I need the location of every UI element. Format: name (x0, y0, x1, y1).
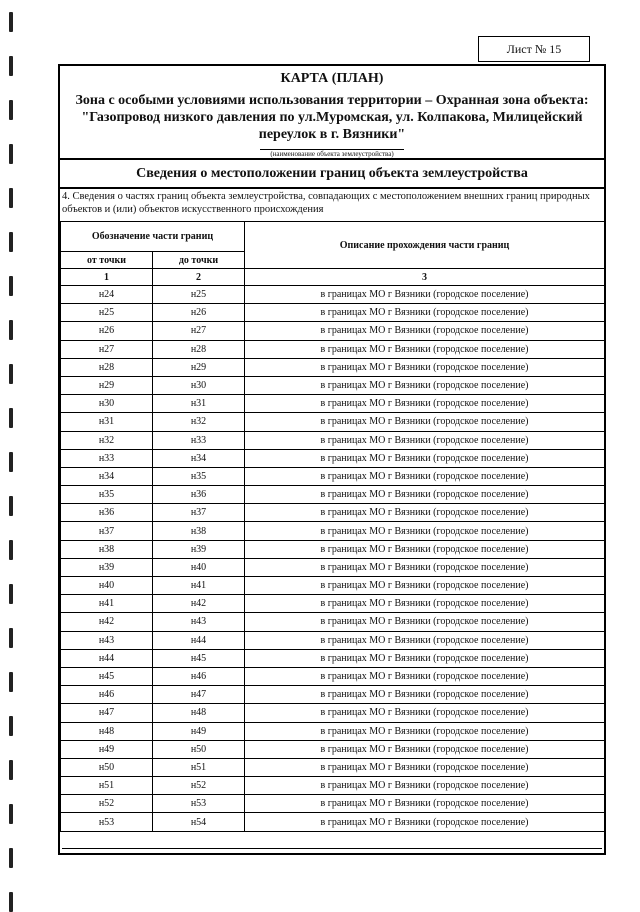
binding-mark (9, 320, 13, 340)
to-point-cell: н47 (153, 686, 245, 704)
description-cell: в границах МО г Вязники (городское поселение) (245, 395, 605, 413)
table-row (61, 322, 605, 340)
binding-mark (9, 892, 13, 912)
table-row (61, 740, 605, 758)
to-point-cell: н40 (153, 558, 245, 576)
description-cell: в границах МО г Вязники (городское поселение) (245, 631, 605, 649)
from-point-cell: н32 (61, 431, 153, 449)
to-point-cell: н43 (153, 613, 245, 631)
zone-title: Зона с особыми условиями использования территории – Охранная зона объекта: "Газопровод низкого давления по ул.Муромская, ул. Колпакова, Милицейский переулок в г. Вязники" (75, 93, 589, 142)
description-cell: в границах МО г Вязники (городское поселение) (245, 704, 605, 722)
binding-mark (9, 672, 13, 692)
binding-mark (9, 848, 13, 868)
binding-mark (9, 364, 13, 384)
table-row (61, 595, 605, 613)
to-point-cell: н51 (153, 758, 245, 776)
from-point-cell: н51 (61, 777, 153, 795)
column-number-3: 3 (245, 269, 605, 286)
from-point-cell: н44 (61, 649, 153, 667)
binding-holes (6, 0, 18, 905)
from-point-cell: н28 (61, 358, 153, 376)
table-row (61, 522, 605, 540)
description-cell: в границах МО г Вязники (городское поселение) (245, 613, 605, 631)
table-row (61, 704, 605, 722)
from-point-cell: н31 (61, 413, 153, 431)
description-header: Описание прохождения части границ (245, 222, 605, 269)
from-point-cell: н30 (61, 395, 153, 413)
table-row (61, 286, 605, 304)
to-point-cell: н25 (153, 286, 245, 304)
description-cell: в границах МО г Вязники (городское поселение) (245, 795, 605, 813)
to-point-cell: н36 (153, 486, 245, 504)
binding-mark (9, 144, 13, 164)
description-cell: в границах МО г Вязники (городское поселение) (245, 376, 605, 394)
to-point-cell: н27 (153, 322, 245, 340)
description-cell: в границах МО г Вязники (городское поселение) (245, 686, 605, 704)
from-point-cell: н37 (61, 522, 153, 540)
description-cell: в границах МО г Вязники (городское поселение) (245, 722, 605, 740)
boundary-table (60, 221, 605, 832)
from-point-cell: н39 (61, 558, 153, 576)
description-cell: в границах МО г Вязники (городское поселение) (245, 467, 605, 485)
from-point-cell: н38 (61, 540, 153, 558)
from-point-cell: н36 (61, 504, 153, 522)
to-point-cell: н45 (153, 649, 245, 667)
description-cell: в границах МО г Вязники (городское поселение) (245, 413, 605, 431)
from-point-cell: н49 (61, 740, 153, 758)
table-row (61, 777, 605, 795)
table-row (61, 795, 605, 813)
table-row (61, 540, 605, 558)
binding-mark (9, 232, 13, 252)
binding-mark (9, 716, 13, 736)
description-cell: в границах МО г Вязники (городское поселение) (245, 740, 605, 758)
table-row (61, 358, 605, 376)
table-row (61, 649, 605, 667)
binding-mark (9, 760, 13, 780)
from-point-cell: н41 (61, 595, 153, 613)
description-cell: в границах МО г Вязники (городское поселение) (245, 577, 605, 595)
table-row (61, 813, 605, 831)
table-row (61, 431, 605, 449)
binding-mark (9, 56, 13, 76)
to-point-cell: н33 (153, 431, 245, 449)
description-cell: в границах МО г Вязники (городское поселение) (245, 667, 605, 685)
from-point-cell: н52 (61, 795, 153, 813)
from-point-cell: н47 (61, 704, 153, 722)
description-cell: в границах МО г Вязники (городское поселение) (245, 813, 605, 831)
from-point-cell: н50 (61, 758, 153, 776)
section-header: Сведения о местоположении границ объекта землеустройства (60, 158, 604, 189)
description-cell: в границах МО г Вязники (городское поселение) (245, 358, 605, 376)
binding-mark (9, 584, 13, 604)
to-point-cell: н52 (153, 777, 245, 795)
to-point-cell: н49 (153, 722, 245, 740)
description-cell: в границах МО г Вязники (городское поселение) (245, 758, 605, 776)
from-point-cell: н42 (61, 613, 153, 631)
object-caption: (наименование объекта землеустройства) (260, 149, 403, 158)
to-point-cell: н35 (153, 467, 245, 485)
description-cell: в границах МО г Вязники (городское поселение) (245, 595, 605, 613)
description-cell: в границах МО г Вязники (городское поселение) (245, 504, 605, 522)
from-point-cell: н35 (61, 486, 153, 504)
to-point-cell: н37 (153, 504, 245, 522)
table-row (61, 413, 605, 431)
binding-mark (9, 452, 13, 472)
to-point-cell: н32 (153, 413, 245, 431)
description-cell: в границах МО г Вязники (городское поселение) (245, 431, 605, 449)
map-title: КАРТА (ПЛАН) (280, 71, 384, 86)
description-cell: в границах МО г Вязники (городское поселение) (245, 340, 605, 358)
description-cell: в границах МО г Вязники (городское поселение) (245, 286, 605, 304)
to-point-cell: н38 (153, 522, 245, 540)
to-point-cell: н54 (153, 813, 245, 831)
column-number-2: 2 (153, 269, 245, 286)
to-point-header: до точки (153, 252, 245, 269)
description-cell: в границах МО г Вязники (городское поселение) (245, 777, 605, 795)
to-point-cell: н34 (153, 449, 245, 467)
table-row (61, 631, 605, 649)
from-point-cell: н27 (61, 340, 153, 358)
to-point-cell: н41 (153, 577, 245, 595)
binding-mark (9, 188, 13, 208)
table-row (61, 758, 605, 776)
from-point-cell: н45 (61, 667, 153, 685)
from-point-cell: н26 (61, 322, 153, 340)
to-point-cell: н44 (153, 631, 245, 649)
binding-mark (9, 540, 13, 560)
binding-mark (9, 496, 13, 516)
binding-mark (9, 100, 13, 120)
to-point-cell: н39 (153, 540, 245, 558)
from-point-cell: н29 (61, 376, 153, 394)
from-point-cell: н34 (61, 467, 153, 485)
description-cell: в границах МО г Вязники (городское поселение) (245, 486, 605, 504)
to-point-cell: н50 (153, 740, 245, 758)
table-row (61, 304, 605, 322)
title-block (60, 66, 604, 158)
document-frame (58, 64, 606, 855)
from-point-cell: н40 (61, 577, 153, 595)
from-point-cell: н48 (61, 722, 153, 740)
table-row (61, 722, 605, 740)
from-point-cell: н33 (61, 449, 153, 467)
to-point-cell: н26 (153, 304, 245, 322)
from-point-cell: н24 (61, 286, 153, 304)
table-row (61, 686, 605, 704)
to-point-cell: н30 (153, 376, 245, 394)
to-point-cell: н53 (153, 795, 245, 813)
binding-mark (9, 408, 13, 428)
from-point-cell: н25 (61, 304, 153, 322)
table-row (61, 486, 605, 504)
binding-mark (9, 628, 13, 648)
group-header: Обозначение части границ (61, 222, 245, 252)
from-point-cell: н53 (61, 813, 153, 831)
table-row (61, 467, 605, 485)
table-row (61, 449, 605, 467)
table-row (61, 376, 605, 394)
description-cell: в границах МО г Вязники (городское поселение) (245, 649, 605, 667)
from-point-cell: н46 (61, 686, 153, 704)
table-row (61, 558, 605, 576)
description-cell: в границах МО г Вязники (городское поселение) (245, 558, 605, 576)
to-point-cell: н29 (153, 358, 245, 376)
table-row (61, 504, 605, 522)
description-cell: в границах МО г Вязники (городское поселение) (245, 522, 605, 540)
column-number-1: 1 (61, 269, 153, 286)
table-row (61, 395, 605, 413)
description-cell: в границах МО г Вязники (городское поселение) (245, 449, 605, 467)
to-point-cell: н46 (153, 667, 245, 685)
description-cell: в границах МО г Вязники (городское поселение) (245, 322, 605, 340)
table-row (61, 577, 605, 595)
to-point-cell: н31 (153, 395, 245, 413)
binding-mark (9, 276, 13, 296)
description-cell: в границах МО г Вязники (городское поселение) (245, 304, 605, 322)
binding-mark (9, 12, 13, 32)
subsection-text: 4. Сведения о частях границ объекта землеустройства, совпадающих с местоположением внешних границ природных объектов и (или) объектов искусственного происхождения (62, 191, 590, 215)
description-cell: в границах МО г Вязники (городское поселение) (245, 540, 605, 558)
to-point-cell: н48 (153, 704, 245, 722)
to-point-cell: н42 (153, 595, 245, 613)
sheet-number-label: Лист № 15 (478, 36, 590, 62)
to-point-cell: н28 (153, 340, 245, 358)
from-point-cell: н43 (61, 631, 153, 649)
binding-mark (9, 804, 13, 824)
from-point-header: от точки (61, 252, 153, 269)
table-row (61, 667, 605, 685)
table-row (61, 613, 605, 631)
table-row (61, 340, 605, 358)
